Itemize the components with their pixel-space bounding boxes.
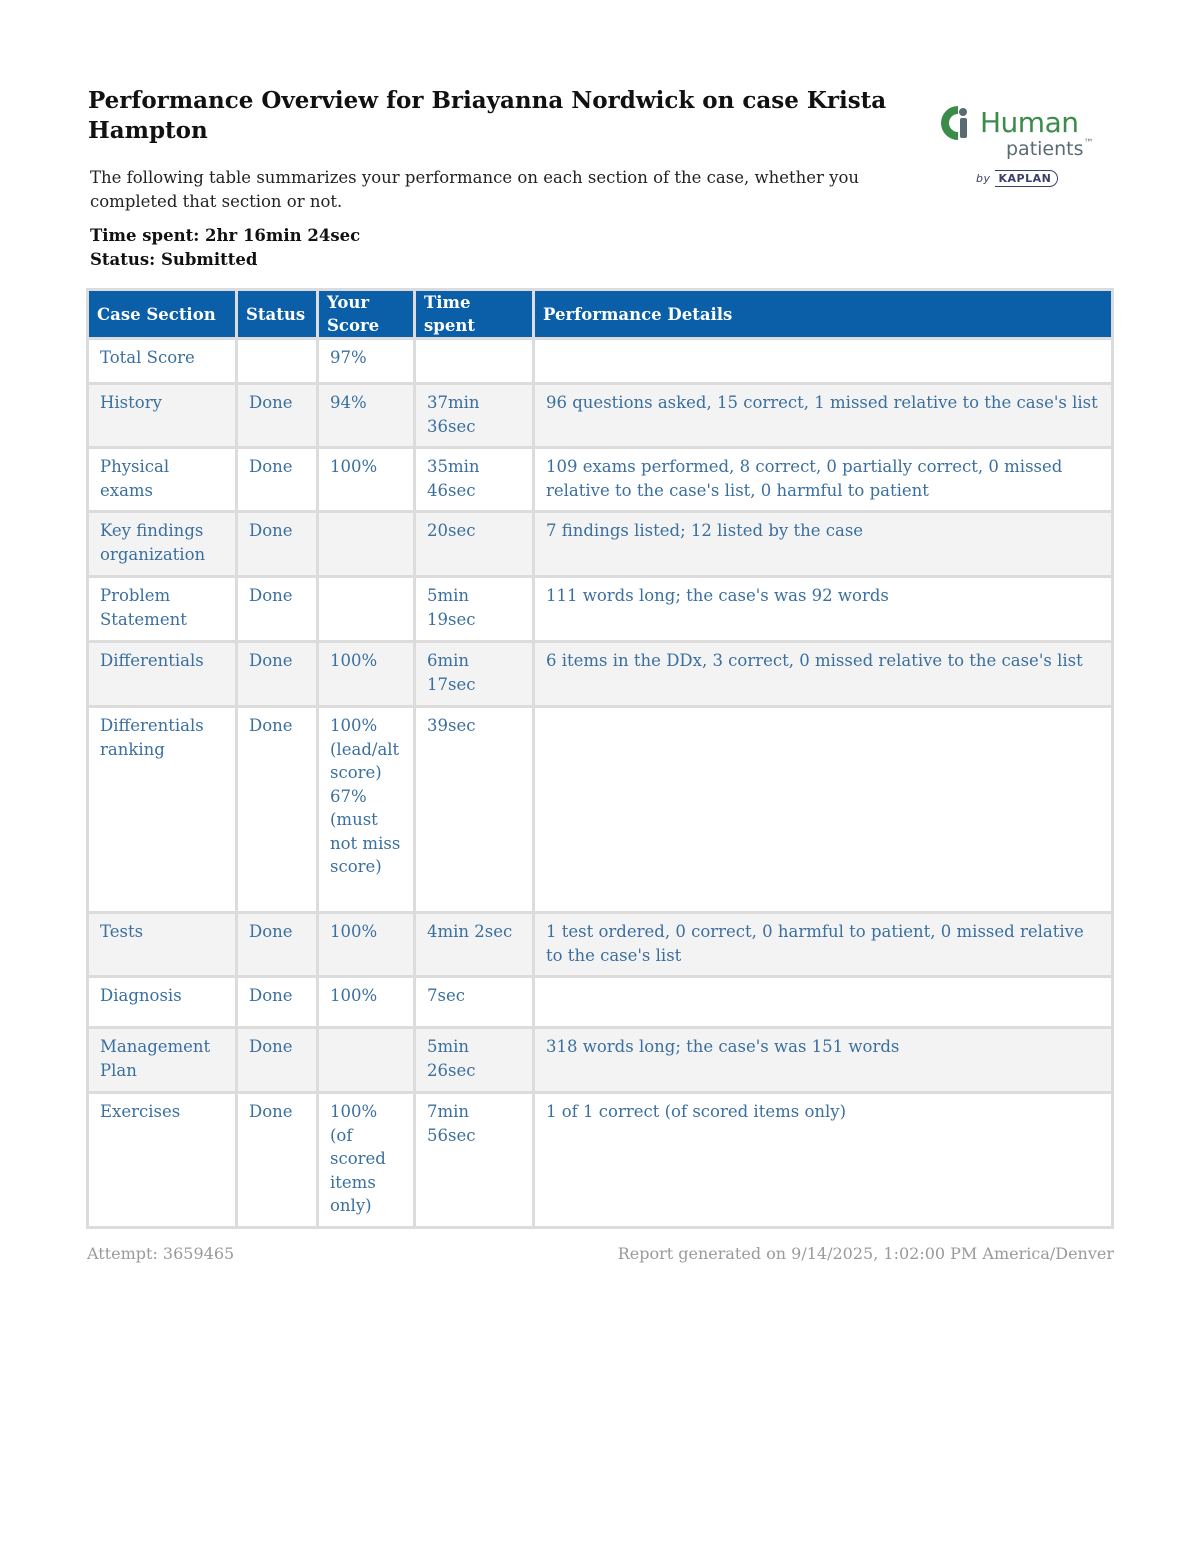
table-row — [89, 513, 1111, 575]
page-title: Performance Overview for Briayanna Nordwick on case Krista Hampton — [88, 87, 887, 144]
table-row — [89, 449, 1111, 510]
performance-table — [86, 288, 1114, 1229]
cell-section: Differentials ranking — [89, 708, 235, 911]
time-spent-summary: Time spent: 2hr 16min 24sec — [90, 226, 361, 245]
cell-section: Total Score — [89, 340, 235, 382]
cell-details — [535, 978, 1111, 1026]
cell-section: Diagnosis — [89, 978, 235, 1026]
i-human-patients-logo — [936, 100, 1116, 200]
cell-status: Done — [238, 1094, 316, 1226]
cell-status: Done — [238, 914, 316, 975]
cell-score: 100% — [319, 643, 413, 705]
table-row — [89, 914, 1111, 975]
cell-time: 20sec — [416, 513, 532, 575]
cell-status — [238, 340, 316, 382]
column-header: Performance Details — [535, 291, 1111, 337]
column-header: Your Score — [319, 291, 413, 337]
table-row — [89, 385, 1111, 446]
cell-time: 5min 26sec — [416, 1029, 532, 1091]
cell-section: Physical exams — [89, 449, 235, 510]
table-row — [89, 708, 1111, 911]
cell-score — [319, 1029, 413, 1091]
cell-status: Done — [238, 449, 316, 510]
logo-human-text: Human — [980, 106, 1079, 139]
cell-status: Done — [238, 385, 316, 446]
cell-details: 7 findings listed; 12 listed by the case — [535, 513, 1111, 575]
cell-score — [319, 513, 413, 575]
table-row — [89, 340, 1111, 382]
cell-details: 96 questions asked, 15 correct, 1 missed relative to the case's list — [535, 385, 1111, 446]
cell-status: Done — [238, 643, 316, 705]
cell-section: Tests — [89, 914, 235, 975]
cell-details: 6 items in the DDx, 3 correct, 0 missed relative to the case's list — [535, 643, 1111, 705]
cell-status: Done — [238, 578, 316, 640]
cell-details: 1 of 1 correct (of scored items only) — [535, 1094, 1111, 1226]
cell-section: Management Plan — [89, 1029, 235, 1091]
table-row — [89, 643, 1111, 705]
cell-time: 4min 2sec — [416, 914, 532, 975]
table-row — [89, 1029, 1111, 1091]
cell-status: Done — [238, 708, 316, 911]
cell-section: Problem Statement — [89, 578, 235, 640]
cell-score: 94% — [319, 385, 413, 446]
column-header: Time spent — [416, 291, 532, 337]
table-row — [89, 1094, 1111, 1226]
cell-time: 39sec — [416, 708, 532, 911]
cell-details: 1 test ordered, 0 correct, 0 harmful to patient, 0 missed relative to the case's list — [535, 914, 1111, 975]
cell-time — [416, 340, 532, 382]
cell-time: 7sec — [416, 978, 532, 1026]
cell-score: 100% — [319, 449, 413, 510]
column-header: Case Section — [89, 291, 235, 337]
cell-status: Done — [238, 1029, 316, 1091]
table-row — [89, 578, 1111, 640]
attempt-id: Attempt: 3659465 — [87, 1244, 235, 1263]
cell-score: 100% — [319, 914, 413, 975]
cell-section: Key findings organization — [89, 513, 235, 575]
cell-score: 100% — [319, 978, 413, 1026]
cell-time: 7min 56sec — [416, 1094, 532, 1226]
cell-time: 5min 19sec — [416, 578, 532, 640]
cell-details — [535, 708, 1111, 911]
cell-status: Done — [238, 513, 316, 575]
column-header: Status — [238, 291, 316, 337]
cell-time: 6min 17sec — [416, 643, 532, 705]
logo-by-kaplan: by KAPLAN — [976, 170, 1058, 187]
cell-details: 318 words long; the case's was 151 words — [535, 1029, 1111, 1091]
report-generated-timestamp: Report generated on 9/14/2025, 1:02:00 PM America/Denver — [617, 1244, 1114, 1263]
cell-details — [535, 340, 1111, 382]
cell-details: 109 exams performed, 8 correct, 0 partially correct, 0 missed relative to the case's list, 0 harmful to patient — [535, 449, 1111, 510]
status-summary: Status: Submitted — [90, 250, 258, 269]
cell-score — [319, 578, 413, 640]
cell-details: 111 words long; the case's was 92 words — [535, 578, 1111, 640]
table-header-row — [89, 291, 1111, 337]
cell-section: Exercises — [89, 1094, 235, 1226]
cell-time: 35min 46sec — [416, 449, 532, 510]
cell-status: Done — [238, 978, 316, 1026]
intro-text: The following table summarizes your performance on each section of the case, whether you completed that section or not. — [90, 168, 860, 211]
cell-score: 97% — [319, 340, 413, 382]
i-human-logo-mark-icon — [936, 102, 982, 148]
cell-time: 37min 36sec — [416, 385, 532, 446]
cell-score: 100% (lead/alt score) 67% (must not miss score) — [319, 708, 413, 911]
cell-section: Differentials — [89, 643, 235, 705]
cell-score: 100% (of scored items only) — [319, 1094, 413, 1226]
logo-patients-text: patients™ — [1006, 138, 1094, 160]
table-row — [89, 978, 1111, 1026]
cell-section: History — [89, 385, 235, 446]
